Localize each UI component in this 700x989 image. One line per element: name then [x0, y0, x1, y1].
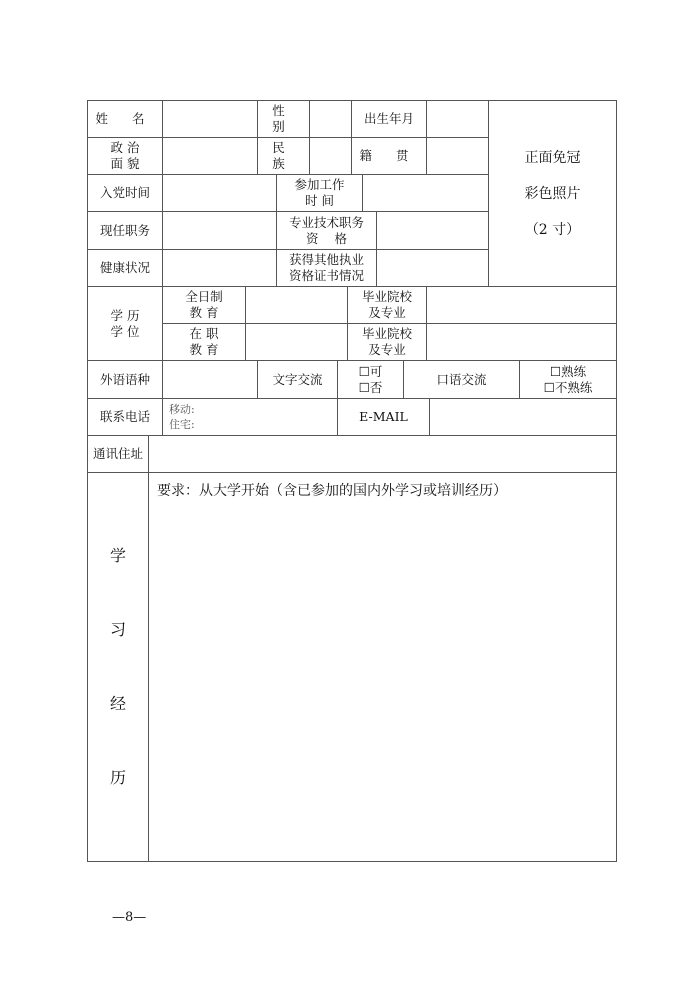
mobile-label: 移动: — [169, 403, 195, 416]
political-label-line1: 政 治 — [110, 140, 140, 155]
grad-school2-field[interactable] — [426, 323, 617, 361]
name-label: 姓 名 — [87, 100, 163, 138]
oral-option-fluent[interactable]: ☐熟练 — [549, 363, 587, 379]
email-field[interactable] — [429, 398, 617, 436]
other-cert-label-line2: 资格证书情况 — [288, 268, 364, 283]
current-post-label: 现任职务 — [87, 211, 163, 250]
birth-label: 出生年月 — [351, 100, 427, 138]
inservice-field[interactable] — [245, 323, 348, 361]
health-label: 健康状况 — [87, 249, 163, 287]
study-requirement: 要求：从大学开始（含已参加的国内外学习或培训经历） — [157, 483, 507, 499]
party-join-field[interactable] — [162, 174, 277, 212]
grad-school2-label — [347, 323, 427, 361]
phone-field[interactable] — [162, 398, 338, 436]
inservice-label — [162, 323, 246, 361]
pro-title-label-line2: 资 格 — [306, 230, 347, 246]
pro-title-label — [276, 211, 377, 250]
fulltime-label — [162, 286, 246, 324]
oral-label: 口语交流 — [403, 360, 520, 399]
fulltime-label-line2: 教 育 — [189, 305, 219, 320]
other-cert-field[interactable] — [376, 249, 489, 287]
native-label: 籍 贯 — [351, 137, 427, 175]
work-start-field[interactable] — [362, 174, 489, 212]
health-field[interactable] — [162, 249, 277, 287]
name-field[interactable] — [162, 100, 258, 138]
grad-school-label — [347, 286, 427, 324]
political-label-line2: 面 貌 — [110, 156, 140, 171]
political-label — [87, 137, 163, 175]
study-char-3: 经 — [109, 694, 126, 713]
degree-label-line2: 学 位 — [110, 323, 140, 339]
study-char-2: 习 — [109, 620, 126, 639]
address-label: 通讯住址 — [87, 435, 149, 473]
address-field[interactable] — [148, 435, 617, 473]
oral-options — [519, 360, 617, 399]
photo-line-3: （2 寸） — [524, 221, 581, 238]
political-field[interactable] — [162, 137, 258, 175]
study-history-field[interactable] — [148, 472, 617, 862]
written-label: 文字交流 — [257, 360, 338, 399]
pro-title-label-line1: 专业技术职务 — [288, 214, 364, 230]
other-cert-label-line1: 获得其他执业 — [288, 252, 364, 267]
grad-school-label-line1: 毕业院校 — [361, 289, 412, 304]
degree-label-line1: 学 历 — [110, 307, 140, 323]
study-history-label — [87, 472, 149, 862]
language-label: 外语语种 — [87, 360, 163, 399]
current-post-field[interactable] — [162, 211, 277, 250]
work-start-label — [276, 174, 363, 212]
other-cert-label — [276, 249, 377, 287]
grad-school2-label-line1: 毕业院校 — [361, 326, 412, 341]
email-label: E-MAIL — [337, 398, 430, 436]
ethnic-label: 民 族 — [257, 137, 310, 175]
pro-title-field[interactable] — [376, 211, 489, 250]
written-option-yes[interactable]: ☐可 — [358, 363, 383, 379]
work-start-label-line1: 参加工作 — [294, 177, 345, 192]
inservice-label-line1: 在 职 — [189, 326, 219, 341]
degree-label — [87, 286, 163, 361]
study-char-1: 学 — [109, 546, 126, 565]
language-field[interactable] — [162, 360, 258, 399]
fulltime-field[interactable] — [245, 286, 348, 324]
grad-school-field[interactable] — [426, 286, 617, 324]
photo-box — [488, 100, 617, 287]
ethnic-field[interactable] — [309, 137, 352, 175]
home-label: 住宅: — [169, 418, 195, 431]
written-options — [337, 360, 404, 399]
grad-school2-label-line2: 及专业 — [368, 342, 406, 357]
party-join-label: 入党时间 — [87, 174, 163, 212]
phone-label: 联系电话 — [87, 398, 163, 436]
oral-option-not-fluent[interactable]: ☐不熟练 — [543, 379, 593, 395]
study-char-4: 历 — [109, 768, 126, 787]
gender-field[interactable] — [309, 100, 352, 138]
birth-field[interactable] — [426, 100, 489, 138]
grad-school-label-line2: 及专业 — [368, 305, 406, 320]
work-start-label-line2: 时 间 — [305, 193, 334, 208]
fulltime-label-line1: 全日制 — [185, 289, 223, 304]
inservice-label-line2: 教 育 — [189, 342, 219, 357]
written-option-no[interactable]: ☐否 — [358, 379, 383, 395]
page-number: —8— — [112, 910, 147, 925]
photo-line-1: 正面免冠 — [524, 149, 581, 166]
photo-line-2: 彩色照片 — [524, 185, 581, 202]
native-field[interactable] — [426, 137, 489, 175]
gender-label: 性 别 — [257, 100, 310, 138]
